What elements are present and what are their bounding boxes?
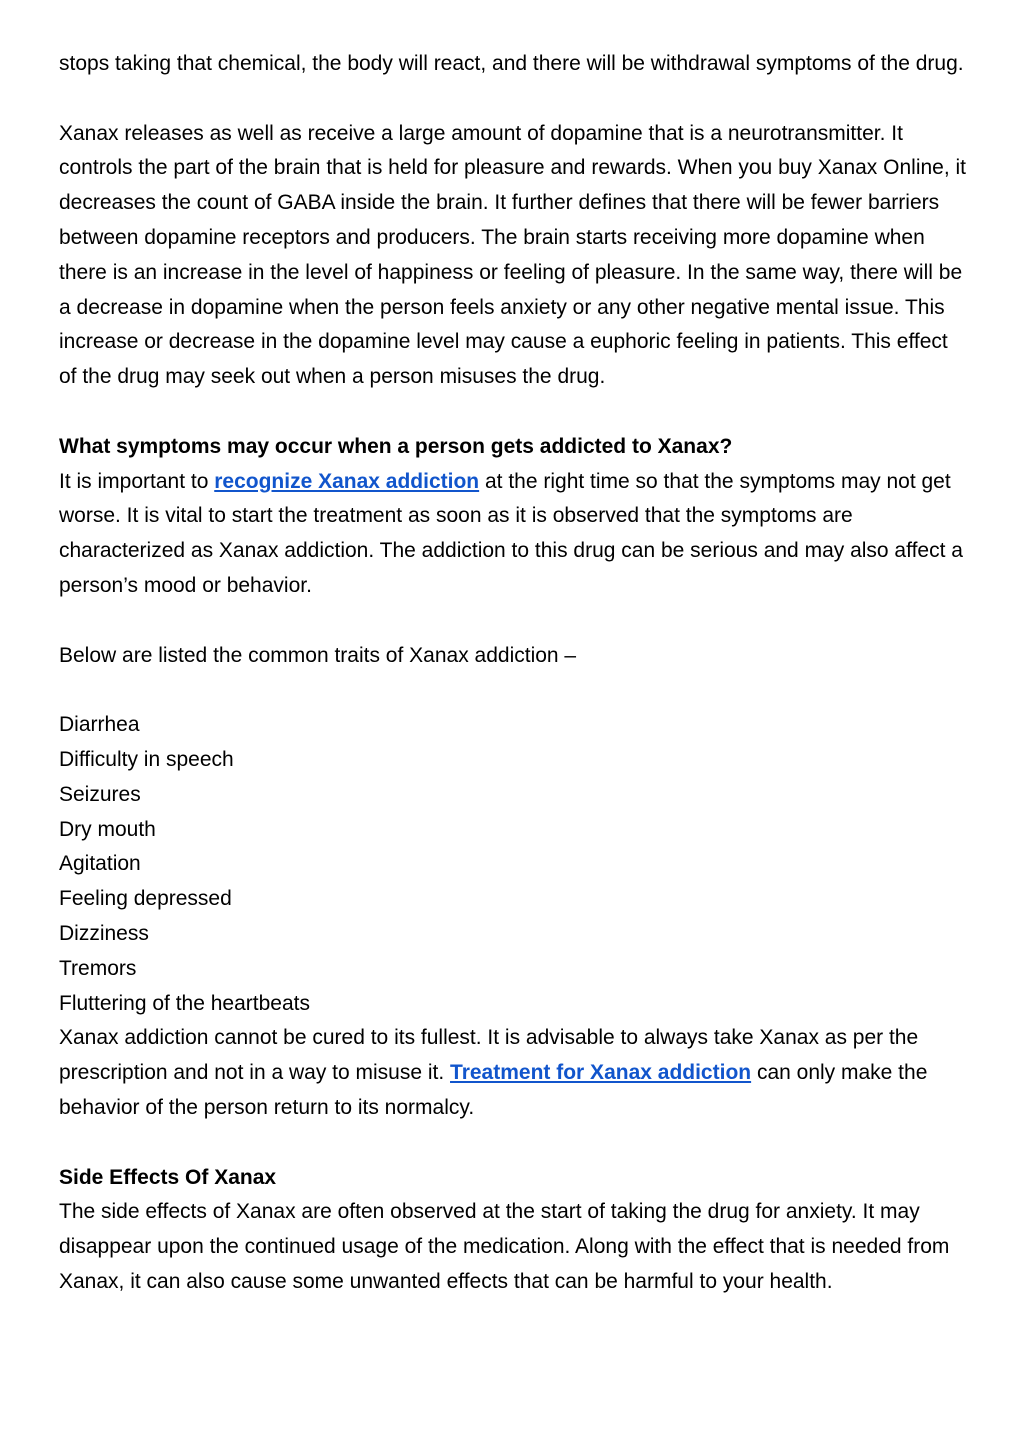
paragraph-spacer (59, 673, 969, 708)
list-item: Feeling depressed (59, 887, 232, 911)
paragraph-spacer (59, 82, 969, 117)
paragraph-side-effects: The side effects of Xanax are often observed at the start of taking the drug for anxiety. It may disappear upon the continued usage of the medication. Along with the effect that is needed from Xanax, it can also cause some unwanted effects that can be harmful to your health. (59, 1200, 950, 1293)
list-item: Dry mouth (59, 817, 156, 841)
section-heading-side-effects: Side Effects Of Xanax (59, 1165, 277, 1189)
paragraph-recognize (59, 465, 969, 604)
recognize-xanax-addiction-link[interactable]: recognize Xanax addiction (214, 469, 480, 493)
paragraph-recognize-text-start: It is important to (59, 469, 215, 493)
list-item: Tremors (59, 956, 137, 980)
list-item: Difficulty in speech (59, 747, 234, 771)
paragraph-treatment-text-end: can only make the behavior of the person return to its normalcy. (59, 1061, 928, 1119)
list-item: Seizures (59, 782, 141, 806)
document-page (59, 47, 969, 1300)
paragraph-dopamine: Xanax releases as well as receive a large amount of dopamine that is a neurotransmitter. It controls the part of the brain that is held for pleasure and rewards. When you buy Xanax Online, it decreases the count of GABA inside the brain. It further defines that there will be fewer barriers between dopamine receptors and producers. The brain starts receiving more dopamine when there is an increase in the level of happiness or feeling of pleasure. In the same way, there will be a decrease in dopamine when the person feels anxiety or any other negative mental issue. This increase or decrease in the dopamine level may cause a euphoric feeling in patients. This effect of the drug may seek out when a person misuses the drug. (59, 121, 967, 389)
treatment-xanax-addiction-link[interactable]: Treatment for Xanax addiction (450, 1061, 752, 1085)
paragraph-spacer (59, 604, 969, 639)
list-item: Fluttering of the heartbeats (59, 991, 310, 1015)
paragraph-recognize-text-end: at the right time so that the symptoms may not get worse. It is vital to start the treatment as soon as it is observed that the symptoms are characterized as Xanax addiction. The addiction to this drug can be serious and may also affect a person’s mood or behavior. (59, 469, 963, 597)
section-heading-symptoms: What symptoms may occur when a person gets addicted to Xanax? (59, 434, 733, 458)
list-item: Dizziness (59, 921, 149, 945)
paragraph-withdrawal: stops taking that chemical, the body will react, and there will be withdrawal symptoms of the drug. (59, 52, 964, 75)
paragraph-spacer (59, 1126, 969, 1161)
paragraph-treatment (59, 1021, 969, 1125)
paragraph-treatment-text-start: Xanax addiction cannot be cured to its fullest. It is advisable to always take Xanax as per the prescription and not in a way to misuse it. (59, 1026, 919, 1085)
paragraph-spacer (59, 395, 969, 430)
traits-list-intro: Below are listed the common traits of Xanax addiction – (59, 643, 577, 667)
list-item: Agitation (59, 852, 141, 876)
traits-list (59, 708, 969, 1021)
list-item: Diarrhea (59, 713, 140, 737)
